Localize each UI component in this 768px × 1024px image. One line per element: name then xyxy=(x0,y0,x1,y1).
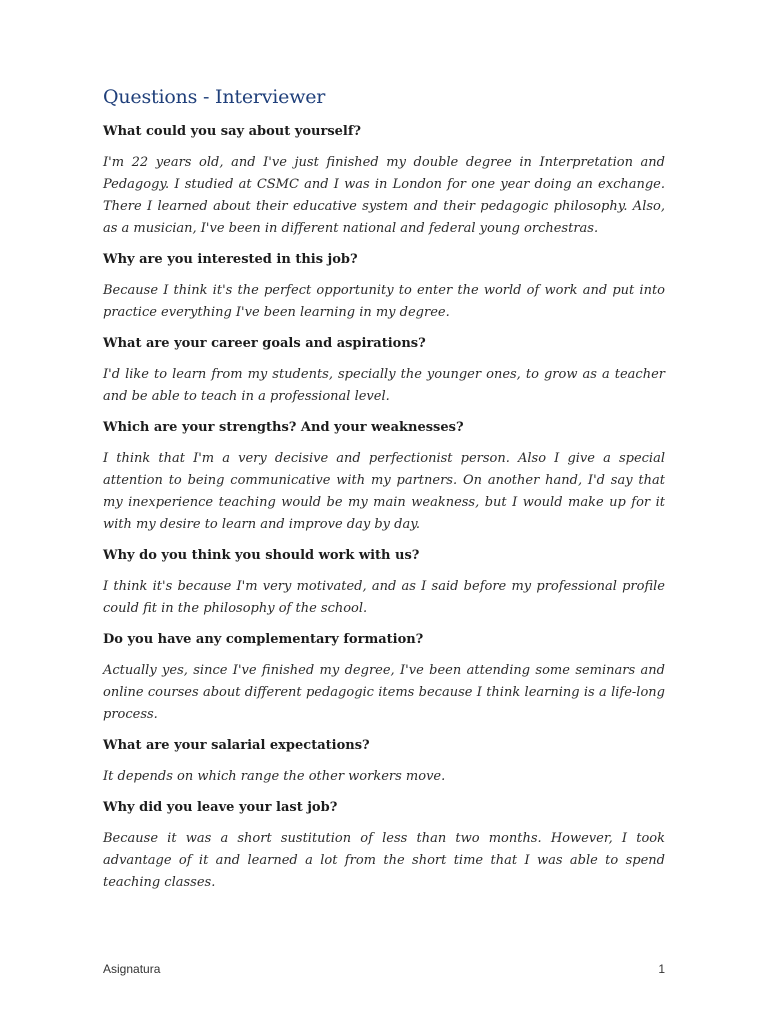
qa-item xyxy=(103,545,665,620)
question-text: What are your career goals and aspirations? xyxy=(103,336,426,351)
qa-item xyxy=(103,797,665,894)
question-text: What are your salarial expectations? xyxy=(103,738,370,753)
qa-item xyxy=(103,629,665,726)
qa-item xyxy=(103,735,665,788)
page-number: 1 xyxy=(658,962,665,976)
question-text: Why do you think you should work with us? xyxy=(103,548,420,563)
page-title: Questions - Interviewer xyxy=(103,86,326,108)
answer-text: I think it's because I'm very motivated, and as I said before my professional profile could fit in the philosophy of the school. xyxy=(103,579,665,616)
answer-text: It depends on which range the other workers move. xyxy=(103,769,446,784)
question-text: What could you say about yourself? xyxy=(103,124,362,139)
answer-text: I'd like to learn from my students, specially the younger ones, to grow as a teacher and be able to teach in a professional level. xyxy=(103,367,665,404)
question-text: Do you have any complementary formation? xyxy=(103,632,424,647)
qa-item xyxy=(103,333,665,408)
page-footer xyxy=(103,962,665,976)
answer-text: Actually yes, since I've finished my degree, I've been attending some seminars and online courses about different pedagogic items because I think learning is a life-long process. xyxy=(103,663,665,722)
qa-item xyxy=(103,249,665,324)
qa-item xyxy=(103,121,665,240)
question-text: Why are you interested in this job? xyxy=(103,252,358,267)
answer-text: Because it was a short sustitution of less than two months. However, I took advantage of it and learned a lot from the short time that I was able to spend teaching classes. xyxy=(103,831,665,890)
question-text: Why did you leave your last job? xyxy=(103,800,338,815)
document-page xyxy=(103,86,665,903)
answer-text: I think that I'm a very decisive and perfectionist person. Also I give a special attention to being communicative with my partners. On another hand, I'd say that my inexperience teaching would be my main weakness, but I would make up for it with my desire to learn and improve day by day. xyxy=(103,451,665,532)
question-text: Which are your strengths? And your weaknesses? xyxy=(103,420,464,435)
answer-text: Because I think it's the perfect opportunity to enter the world of work and put into practice everything I've been learning in my degree. xyxy=(103,283,665,320)
qa-item xyxy=(103,417,665,536)
answer-text: I'm 22 years old, and I've just finished my double degree in Interpretation and Pedagogy. I studied at CSMC and I was in London for one year doing an exchange. There I learned about their educative system and their pedagogic philosophy. Also, as a musician, I've been in different national and federal young orchestras. xyxy=(103,155,665,236)
footer-subject-label: Asignatura xyxy=(103,962,161,976)
